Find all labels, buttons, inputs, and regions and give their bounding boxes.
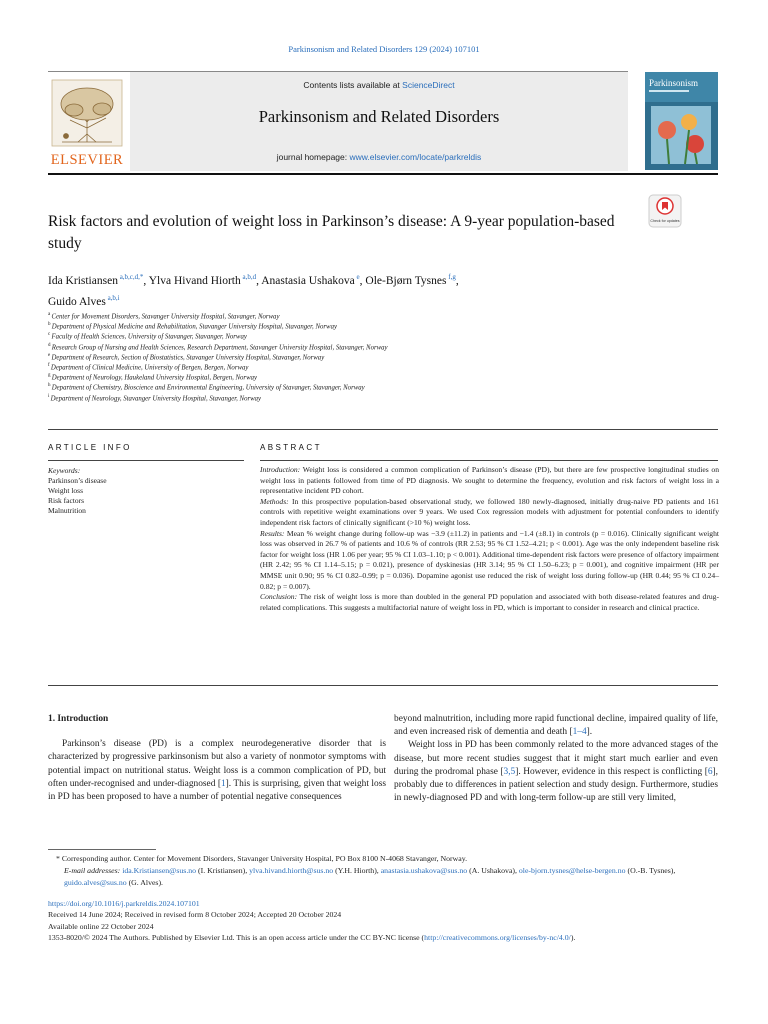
introduction-text	[48, 738, 386, 804]
email-owner: (Y.H. Hiorth),	[333, 865, 381, 875]
sciencedirect-link[interactable]: ScienceDirect	[402, 80, 455, 90]
affiliation-text: Department of Physical Medicine and Rehabilitation, Stavanger University Hospital, Stavanger, Norway	[51, 323, 337, 331]
affiliation-item	[48, 381, 648, 391]
body-text-run: Parkinson’s disease (PD) is a complex neurodegenerative disorder that is characterized by progressive parkinsonism but also a variety of nonmotor symptoms with potential impact on nutritional status. Weight loss is a common complication of PD, but often under-recognised and under-diagnosed [	[48, 739, 386, 789]
keywords-block	[48, 466, 244, 516]
bookmark-icon	[657, 198, 673, 214]
affiliation-item	[48, 392, 648, 402]
elsevier-wordmark: ELSEVIER	[50, 152, 124, 168]
author-name[interactable]: Anastasia Ushakova	[261, 274, 355, 287]
affiliation-text: Department of Research, Section of Biostatistics, Stavanger University Hospital, Stavanger, Norway	[51, 354, 325, 362]
body-text-run: ].	[586, 727, 593, 738]
email-owner: (A. Ushakova),	[467, 865, 519, 875]
abstract-heading: ABSTRACT	[260, 443, 322, 452]
journal-citation-link[interactable]: Parkinsonism and Related Disorders 129 (2024) 107101	[288, 44, 480, 54]
affiliation-item	[48, 330, 648, 340]
introduction-paragraph-2	[394, 739, 718, 805]
affiliation-item	[48, 320, 648, 330]
affiliation-marker: a	[48, 312, 52, 317]
author-separator: ,	[455, 274, 459, 287]
reference-link[interactable]: 1–4	[572, 727, 587, 738]
affiliation-item	[48, 371, 648, 381]
body-text-run: ], probably due to differences in patient selection and study design. Furthermore, studies in newly-diagnosed PD and with long-term follow-up are still very limited,	[394, 766, 718, 804]
author-affiliation-marks[interactable]: a,b,i	[105, 293, 120, 302]
author-name[interactable]: Ole-Bjørn Tysnes	[365, 274, 447, 287]
check-updates-label: Check for updates	[650, 219, 680, 223]
keyword-item[interactable]: Weight loss	[48, 486, 84, 495]
affiliation-marker: e	[48, 352, 52, 358]
abstract-section-label: Results:	[260, 528, 285, 538]
email-link[interactable]: anastasia.ushakova@sus.no	[380, 865, 468, 875]
cover-flower-icon	[658, 121, 676, 139]
affiliation-text: Department of Neurology, Stavanger University Hospital, Stavanger, Norway	[50, 394, 262, 402]
affiliation-marker: h	[48, 383, 52, 389]
affiliation-item	[48, 351, 648, 361]
reference-link[interactable]: 6	[707, 766, 713, 777]
affiliation-marker: f	[48, 362, 51, 368]
contents-prefix: Contents lists available at	[303, 80, 403, 90]
contents-availability-line	[130, 80, 628, 90]
keyword-item[interactable]: Malnutrition	[48, 506, 86, 515]
author-name[interactable]: Ylva Hivand Hiorth	[148, 274, 241, 287]
doi-link[interactable]: https://doi.org/10.1016/j.parkreldis.2024.107101	[48, 899, 200, 908]
publication-info	[48, 898, 720, 944]
license-suffix: ).	[570, 933, 576, 943]
footnote-rule	[48, 849, 156, 850]
abstract-section-label: Introduction:	[260, 465, 301, 474]
header-bottom-rule	[48, 173, 718, 175]
homepage-prefix: journal homepage:	[276, 152, 350, 162]
email-link[interactable]: guido.alves@sus.no	[64, 877, 127, 887]
author-affiliation-marks[interactable]: f,g	[446, 273, 456, 281]
author-list	[48, 269, 668, 311]
email-link[interactable]: ole-bjorn.tysnes@helse-bergen.no	[518, 865, 626, 875]
abstract-section-label: Conclusion:	[260, 592, 298, 602]
affiliation-text: Faculty of Health Sciences, University of Stavanger, Stavanger, Norway	[51, 333, 247, 341]
email-link[interactable]: ida.Kristiansen@sus.no	[122, 865, 197, 875]
abstract-section-label: Methods:	[260, 496, 289, 506]
affiliation-item	[48, 310, 648, 320]
author-separator: ,	[143, 274, 149, 287]
affiliation-text: Department of Clinical Medicine, University of Bergen, Bergen, Norway	[50, 364, 249, 372]
author-affiliation-marks[interactable]: a,b,c,d,*	[117, 273, 144, 281]
body-text-run: Weight loss in PD has been commonly related to the more advanced stages of the disease, but more recent studies suggest that it might start much earlier and even during the prodromal phase [	[394, 740, 718, 777]
abstract-section	[260, 465, 719, 497]
abstract-section-text: Mean % weight change during follow-up was −3.9 (±11.2) in patients and −1.4 (±8.1) in controls (p = 0.016). Clinically significant weight loss was observed in 26.7 % of patients and 10.6 % of controls (RR 2.53; 95 % CI 1.52–4.21; p < 0.001). Age was the only independent baseline risk factor for weight loss (HR 1.06 per year; 95 % CI 1.03–1.10; p < 0.001). Additional time-dependent risk factors were presence of olfactory impairment (HR 2.42; 95 % CI 1.14–5.15; p = 0.021), presence of dyskinesias (HR 3.14; 95 % CI 1.50–6.23; p = 0.001), and cognitive impairment (HR per MMSE unit 0.90; 95 % CI 0.82–0.99; p = 0.036). Dopamine agonist use reduced the risk of weight loss during follow-up (HR 0.44; 95 % CI 0.24–0.82; p = 0.007).	[260, 528, 719, 591]
author-separator: ,	[359, 274, 366, 287]
affiliation-text: Department of Chemistry, Bioscience and Environmental Engineering, University of Stavanger, Stavanger, Norway	[51, 384, 365, 392]
introduction-continuation	[394, 713, 718, 739]
affiliation-item	[48, 361, 648, 371]
affiliation-marker: g	[48, 373, 52, 379]
keywords-label: Keywords:	[48, 466, 81, 475]
body-text-run: ]. However, evidence in this respect is conflicting [	[515, 766, 708, 777]
email-addresses	[48, 865, 720, 889]
body-column-right	[394, 713, 718, 805]
abstract-section-text: The risk of weight loss is more than doubled in the general PD population and associated with both disease-related features and drug-related complications. This suggests a multifactorial nature of weight loss in PD, which is important to consider in research and clinical practice.	[260, 592, 719, 612]
abstract-section	[260, 529, 719, 593]
body-paragraph	[48, 738, 386, 804]
abstract-bottom-rule	[48, 685, 718, 686]
affiliation-text: Center for Movement Disorders, Stavanger University Hospital, Stavanger, Norway	[51, 313, 280, 321]
affiliation-item	[48, 341, 648, 351]
article-info-heading: ARTICLE INFO	[48, 443, 132, 452]
keyword-item[interactable]: Parkinson’s disease	[48, 476, 107, 485]
reference-link[interactable]: 3,5	[503, 766, 516, 777]
keyword-item[interactable]: Risk factors	[48, 496, 85, 505]
article-info-rule	[48, 460, 244, 461]
received-dates: Received 14 June 2024; Received in revised form 8 October 2024; Accepted 20 October 2024	[48, 910, 342, 920]
available-online-date: Available online 22 October 2024	[48, 921, 154, 931]
abstract-section	[260, 592, 719, 613]
journal-cover-image[interactable]	[645, 72, 718, 170]
author-name[interactable]: Guido Alves	[48, 295, 106, 308]
author-name[interactable]: Ida Kristiansen	[48, 274, 118, 287]
article-title: Risk factors and evolution of weight loss in Parkinson’s disease: A 9-year population-based study	[48, 213, 615, 252]
affiliation-text: Research Group of Nursing and Health Sciences, Research Department, Stavanger University Hospital, Stavanger, Norway	[51, 343, 388, 351]
journal-title: Parkinsonism and Related Disorders	[258, 107, 500, 126]
cover-title: Parkinsonism	[649, 78, 699, 88]
abstract-rule	[260, 460, 718, 461]
body-column-left	[48, 713, 386, 804]
license-prefix: 1353-8020/© 2024 The Authors. Published by Elsevier Ltd. This is an open access article under the CC BY-NC license (	[48, 933, 425, 943]
keywords-list	[48, 476, 244, 516]
author-affiliation-marks[interactable]: e	[354, 273, 360, 281]
affiliation-list	[48, 310, 648, 402]
license-link[interactable]: http://creativecommons.org/licenses/by-nc/4.0/	[424, 933, 571, 943]
reference-link[interactable]: 1	[220, 778, 226, 789]
check-for-updates-badge[interactable]	[648, 194, 682, 228]
journal-homepage-line	[130, 152, 628, 162]
elsevier-logo[interactable]	[48, 78, 126, 168]
email-link[interactable]: ylva.hivand.hiorth@sus.no	[249, 865, 334, 875]
email-owner: (O.-B. Tysnes),	[625, 865, 676, 875]
introduction-heading: 1. Introduction	[48, 714, 109, 724]
email-owner: (G. Alves).	[126, 877, 164, 887]
elsevier-tree-icon	[52, 80, 122, 146]
author-affiliation-marks[interactable]: a,b,d	[240, 273, 257, 281]
abstract-section-text: In this prospective population-based observational study, we followed 180 newly-diagnosed, initially drug-naive PD patients and 161 controls with repetitive weight examinations over 9 years. We used Cox regression models with adjustment for potential confounders to identify independent risk factors of clinically significant (>10 %) weight loss.	[260, 496, 719, 527]
affiliation-text: Department of Neurology, Haukeland University Hospital, Bergen, Norway	[51, 374, 258, 382]
abstract-section-text: Weight loss is considered a common complication of Parkinson’s disease (PD), but there are few prospective longitudinal studies on weight loss in patients followed from time of PD diagnosis. We sought to determine the frequency, evolution and risk factors of weight loss in a representative incident PD cohort.	[260, 465, 719, 496]
affiliation-marker: d	[48, 342, 52, 348]
affiliations-divider	[48, 429, 718, 430]
footnotes	[48, 853, 720, 888]
affiliation-marker: c	[48, 332, 52, 338]
affiliation-marker: b	[48, 322, 52, 328]
abstract-section	[260, 497, 719, 529]
corresponding-author-note: * Corresponding author. Center for Movement Disorders, Stavanger University Hospital, PO Box 8100 N-4068 Stavanger, Norway.	[56, 854, 468, 863]
journal-homepage-link[interactable]: www.elsevier.com/locate/parkreldis	[349, 152, 482, 162]
abstract-body	[260, 465, 719, 613]
body-text-run: ]. This is surprising, given that weight loss in PD has been proposed to have a number of potential negative consequences	[48, 778, 386, 803]
license-statement	[48, 932, 720, 943]
email-label: E-mail addresses:	[64, 865, 123, 875]
affiliation-marker: i	[48, 393, 51, 399]
email-owner: (I. Kristiansen),	[196, 865, 250, 875]
body-text-run: beyond malnutrition, including more rapid functional decline, impaired quality of life, and even increased risk of dementia and death [	[394, 714, 718, 738]
author-separator: ,	[256, 274, 262, 287]
